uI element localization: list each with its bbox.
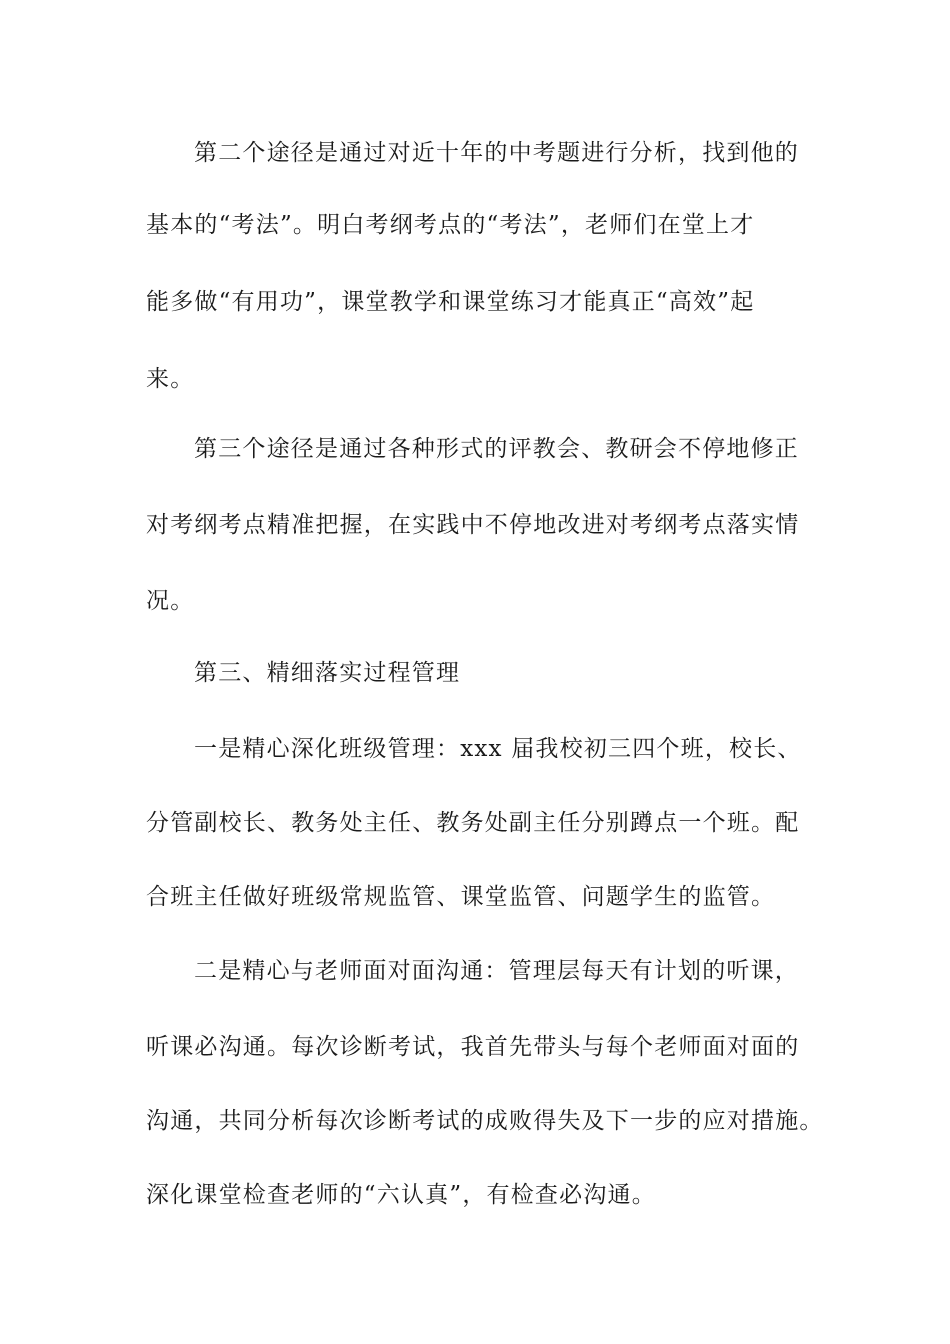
text-line: 能多做“有用功”，课堂教学和课堂练习才能真正“高效”起 bbox=[146, 289, 755, 315]
text-line: 一是精心深化班级管理：xxx 届我校初三四个班，校长、 bbox=[194, 736, 802, 762]
text-line: 基本的“考法”。明白考纲考点的“考法”，老师们在堂上才 bbox=[146, 212, 755, 238]
text-line: 况。 bbox=[146, 588, 195, 614]
text-line: 来。 bbox=[146, 366, 195, 392]
text-line: 第二个途径是通过对近十年的中考题进行分析，找到他的 bbox=[194, 140, 799, 166]
text-line: 沟通，共同分析每次诊断考试的成败得失及下一步的应对措施。 bbox=[146, 1108, 824, 1134]
text-line: 第三个途径是通过各种形式的评教会、教研会不停地修正 bbox=[194, 436, 799, 462]
text-line: 二是精心与老师面对面沟通：管理层每天有计划的听课， bbox=[194, 958, 799, 984]
text-line: 分管副校长、教务处主任、教务处副主任分别蹲点一个班。配 bbox=[146, 810, 800, 836]
text-line: 听课必沟通。每次诊断考试，我首先带头与每个老师面对面的 bbox=[146, 1034, 800, 1060]
text-line: 对考纲考点精准把握，在实践中不停地改进对考纲考点落实情 bbox=[146, 512, 800, 538]
text-line: 合班主任做好班级常规监管、课堂监管、问题学生的监管。 bbox=[146, 884, 776, 910]
section-heading: 第三、精细落实过程管理 bbox=[194, 660, 461, 686]
text-line: 深化课堂检查老师的“六认真”，有检查必沟通。 bbox=[146, 1182, 656, 1208]
